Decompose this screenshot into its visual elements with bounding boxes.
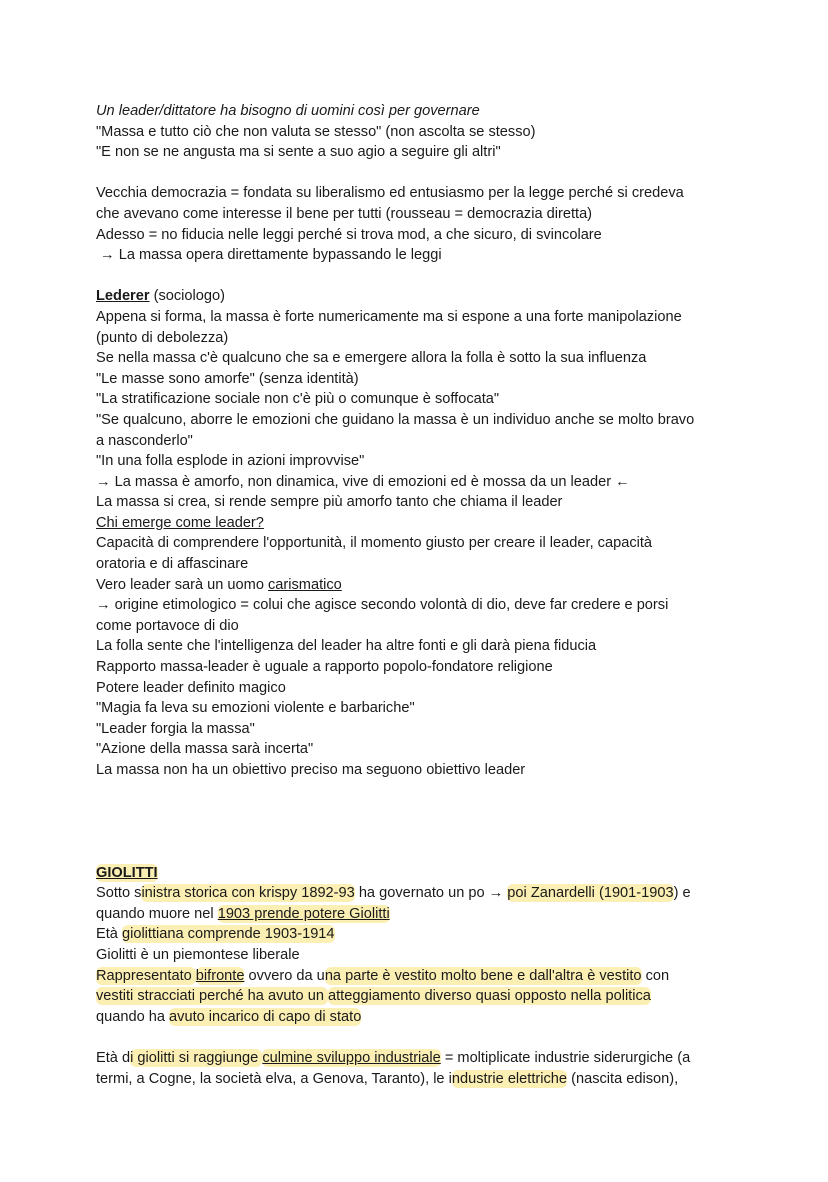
leader-question: Chi emerge come leader? (96, 514, 264, 531)
text-run: quando muore nel (96, 905, 218, 922)
giolitti-line (96, 904, 796, 925)
charismatic-prefix: Vero leader sarà un uomo (96, 576, 268, 593)
giolitti-heading-line (96, 863, 796, 884)
democracy-line: → La massa opera direttamente bypassando le leggi (96, 247, 442, 264)
lederer-line: "Magia fa leva su emozioni violente e barbariche" (96, 700, 415, 717)
giolitti-line (96, 986, 796, 1007)
highlight-run: Rappresentato (96, 967, 196, 984)
lederer-line: Rapporto massa-leader è uguale a rapporto popolo-fondatore religione (96, 659, 553, 676)
giolitti-line (96, 924, 796, 945)
highlight-run: inistra storica con krispy 1892-93 (141, 885, 355, 902)
giolitti-line (96, 966, 796, 987)
lederer-line: oratoria e di affascinare (96, 556, 249, 573)
highlight-run: i giolitti si raggiunge (130, 1049, 263, 1066)
leader-question-line (96, 513, 796, 534)
text-run: Età d (96, 1049, 131, 1066)
lederer-heading: Lederer (96, 288, 150, 305)
text-run: Sotto s (96, 885, 142, 902)
lederer-line: → La massa è amorfo, non dinamica, vive di emozioni ed è mossa da un leader ← (96, 473, 630, 490)
charismatic-word: carismatico (268, 576, 342, 593)
giolitti-heading: GIOLITTI (96, 864, 158, 881)
democracy-line: Adesso = no fiducia nelle leggi perché si trova mod, a che sicuro, di svincolare (96, 226, 602, 243)
lederer-line: Appena si forma, la massa è forte numericamente ma si espone a una forte manipolazione (96, 308, 682, 325)
highlight-run: avuto incarico di capo di stato (169, 1008, 362, 1025)
lederer-line: "Azione della massa sarà incerta" (96, 741, 314, 758)
text-run: ha governato un po → (354, 885, 508, 902)
notes-page (96, 101, 796, 1089)
lederer-line: "Le masse sono amorfe" (senza identità) (96, 370, 359, 387)
lederer-line: Capacità di comprendere l'opportunità, il momento giusto per creare il leader, capacità (96, 535, 653, 552)
democracy-line: che avevano come interesse il bene per tutti (rousseau = democrazia diretta) (96, 205, 593, 222)
highlight-run: culmine sviluppo industriale (262, 1049, 441, 1066)
giolitti-line (96, 1069, 796, 1090)
democracy-paragraph (96, 183, 796, 265)
lederer-line: "In una folla esplode in azioni improvvise" (96, 453, 365, 470)
highlight-run: 1903 prende potere Giolitti (217, 905, 390, 922)
charismatic-line (96, 575, 796, 596)
lederer-heading-line (96, 286, 796, 307)
lederer-line: → origine etimologico = colui che agisce secondo volontà di dio, deve far credere e porsi (96, 597, 669, 614)
lederer-line: "Se qualcuno, aborre le emozioni che guidano la massa è un individuo anche se molto bravo (96, 411, 695, 428)
lederer-line: a nasconderlo" (96, 432, 193, 449)
text-run: termi, a Cogne, la società elva, a Genova, Taranto), le i (96, 1070, 452, 1087)
lederer-heading-suffix: (sociologo) (149, 288, 225, 305)
giolitti-line (96, 1048, 796, 1069)
lederer-line: La massa si crea, si rende sempre più amorfo tanto che chiama il leader (96, 494, 563, 511)
intro-paragraph (96, 101, 796, 163)
text-run: ovvero da u (244, 967, 325, 984)
intro-line: "E non se ne angusta ma si sente a suo agio a seguire gli altri" (96, 144, 501, 161)
lederer-line: come portavoce di dio (96, 617, 239, 634)
highlight-run: atteggiamento diverso quasi opposto nella politica (328, 988, 651, 1005)
highlight-run: vestiti stracciati perché ha avuto un (96, 988, 328, 1005)
lederer-line: "La stratificazione sociale non c'è più o comunque è soffocata" (96, 391, 500, 408)
democracy-line: Vecchia democrazia = fondata su liberalismo ed entusiasmo per la legge perché si credeva (96, 185, 684, 202)
giolitti-line (96, 1007, 796, 1028)
lederer-line: La massa non ha un obiettivo preciso ma seguono obiettivo leader (96, 762, 526, 778)
text-run: con (641, 967, 670, 984)
highlight-run: bifronte (195, 967, 245, 984)
giolitti-line (96, 883, 796, 904)
lederer-line: La folla sente che l'intelligenza del leader ha altre fonti e gli darà piena fiducia (96, 638, 597, 655)
highlight-run: poi Zanardelli (1901-1903 (507, 885, 674, 902)
lederer-line: Se nella massa c'è qualcuno che sa e emergere allora la folla è sotto la sua influenza (96, 350, 647, 367)
text-run: = moltiplicate industrie siderurgiche (a (440, 1049, 691, 1066)
lederer-line: Potere leader definito magico (96, 679, 286, 696)
lederer-line: (punto di debolezza) (96, 329, 229, 346)
text-run: quando ha (96, 1008, 170, 1025)
giolitti-section (96, 863, 796, 1090)
giolitti-line: Giolitti è un piemontese liberale (96, 946, 300, 963)
text-run: ) e (673, 885, 691, 902)
intro-line: Un leader/dittatore ha bisogno di uomini così per governare (96, 103, 480, 119)
text-run: Età (96, 926, 122, 943)
intro-line: "Massa e tutto ciò che non valuta se stesso" (non ascolta se stesso) (96, 123, 536, 140)
lederer-section (96, 286, 796, 780)
highlight-run: ndustrie elettriche (451, 1070, 568, 1087)
text-run: (nascita edison), (567, 1070, 679, 1087)
lederer-line: "Leader forgia la massa" (96, 720, 255, 737)
highlight-run: na parte è vestito molto bene e dall'altra è vestito (324, 967, 642, 984)
highlight-run: giolittiana comprende 1903-1914 (121, 926, 335, 943)
